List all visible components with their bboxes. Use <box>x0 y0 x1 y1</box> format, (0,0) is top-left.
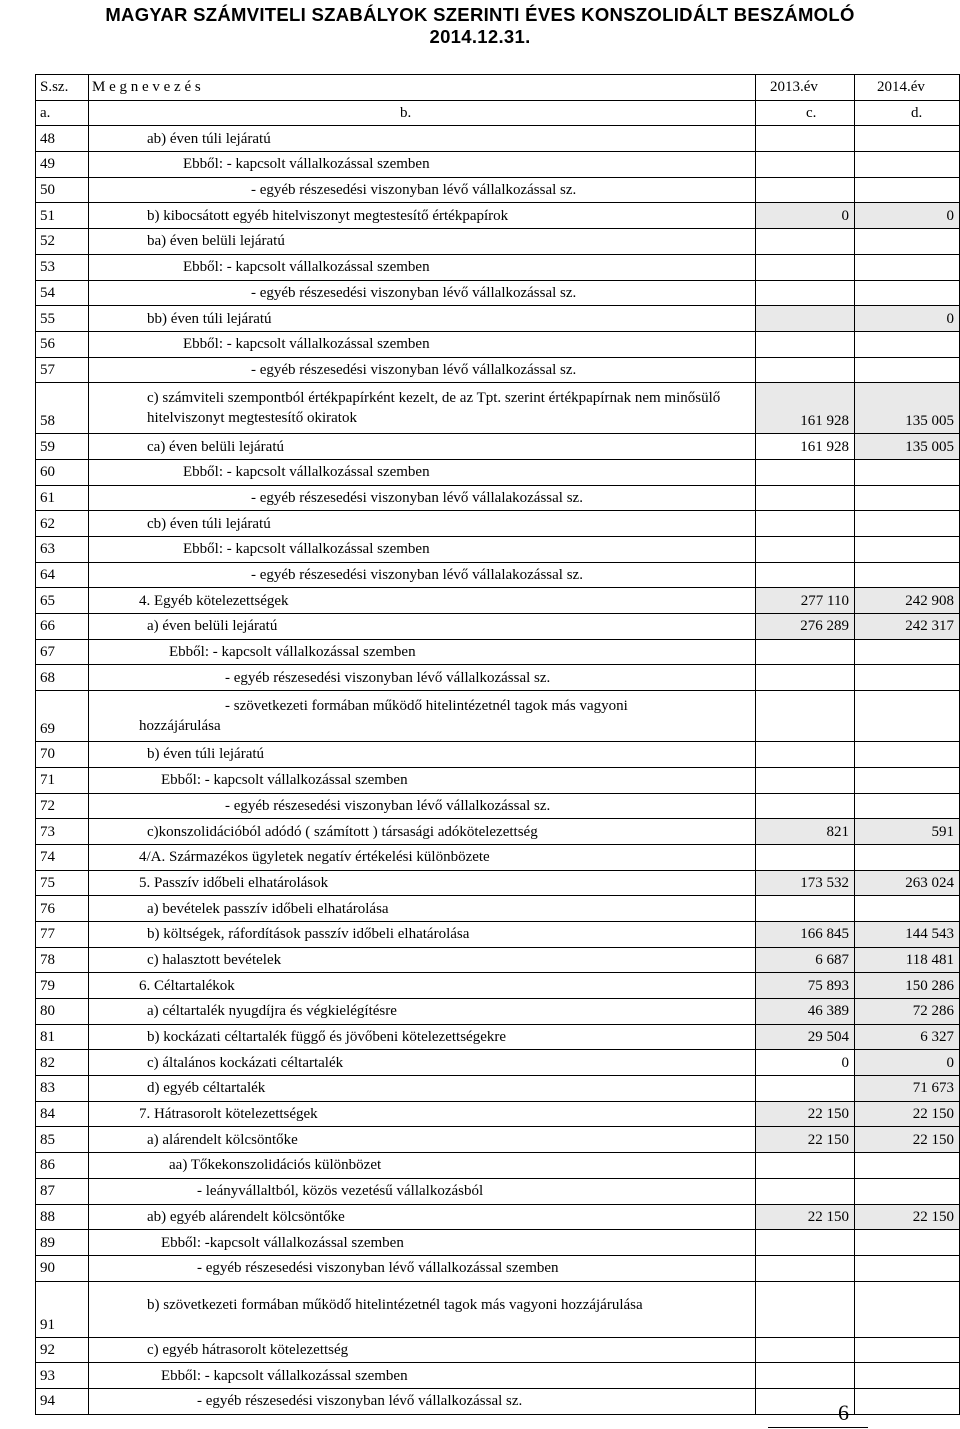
table-row <box>36 383 960 434</box>
table-row <box>36 1153 960 1179</box>
table-row <box>36 1050 960 1076</box>
table-row <box>36 1204 960 1230</box>
row-number: 88 <box>36 1204 89 1230</box>
value-2014: 144 543 <box>855 921 960 947</box>
table-row <box>36 254 960 280</box>
value-2013 <box>756 280 855 306</box>
row-description: - egyéb részesedési viszonyban lévő vállalakozással sz. <box>89 562 756 588</box>
row-number: 49 <box>36 152 89 178</box>
table-row <box>36 152 960 178</box>
value-2013: 46 389 <box>756 999 855 1025</box>
letter-row <box>36 100 960 126</box>
row-description: Ebből: - kapcsolt vállalkozással szemben <box>89 767 756 793</box>
row-number: 57 <box>36 357 89 383</box>
row-description: c) számviteli szempontból értékpapírként kezelt, de az Tpt. szerint értékpapírnak nem minősülő hitelviszonyt megtestesítő okiratok <box>89 383 756 434</box>
row-number: 64 <box>36 562 89 588</box>
value-2014: 22 150 <box>855 1127 960 1153</box>
value-2013 <box>756 562 855 588</box>
row-number: 59 <box>36 434 89 460</box>
row-description: 5. Passzív időbeli elhatárolások <box>89 870 756 896</box>
table-row <box>36 1076 960 1102</box>
row-description: b) szövetkezeti formában működő hitelintézetnél tagok más vagyoni hozzájárulása <box>89 1281 756 1337</box>
row-number: 56 <box>36 331 89 357</box>
table-row <box>36 203 960 229</box>
value-2013 <box>756 485 855 511</box>
table-row <box>36 126 960 152</box>
row-description-line1: - szövetkezeti formában működő hitelintézetnél tagok más vagyoni <box>225 698 628 715</box>
table-row <box>36 793 960 819</box>
value-2014 <box>855 331 960 357</box>
table-row <box>36 1101 960 1127</box>
value-2014: 0 <box>855 1050 960 1076</box>
row-description: Ebből: - kapcsolt vállalkozással szemben <box>89 639 756 665</box>
row-description: 4. Egyéb kötelezettségek <box>89 588 756 614</box>
value-2014: 135 005 <box>855 434 960 460</box>
value-2014: 242 908 <box>855 588 960 614</box>
value-2013: 166 845 <box>756 921 855 947</box>
table-row <box>36 434 960 460</box>
table-row <box>36 331 960 357</box>
value-2014 <box>855 485 960 511</box>
table-row <box>36 588 960 614</box>
table-row <box>36 562 960 588</box>
value-2013: 22 150 <box>756 1127 855 1153</box>
row-number: 66 <box>36 614 89 640</box>
value-2013 <box>756 742 855 768</box>
value-2013 <box>756 1363 855 1389</box>
value-2013 <box>756 793 855 819</box>
value-2013 <box>756 1337 855 1363</box>
row-number: 77 <box>36 921 89 947</box>
value-2014 <box>855 1178 960 1204</box>
value-2014: 22 150 <box>855 1204 960 1230</box>
value-2013 <box>756 639 855 665</box>
row-number: 72 <box>36 793 89 819</box>
row-number: 71 <box>36 767 89 793</box>
value-2014: 71 673 <box>855 1076 960 1102</box>
value-2013 <box>756 691 855 742</box>
value-2014: 72 286 <box>855 999 960 1025</box>
col-header-2014: 2014.év <box>855 75 960 101</box>
row-description: bb) éven túli lejáratú <box>89 306 756 332</box>
table-row <box>36 1230 960 1256</box>
value-2014 <box>855 1153 960 1179</box>
table-row <box>36 870 960 896</box>
col-header-2013: 2013.év <box>756 75 855 101</box>
row-description: - egyéb részesedési viszonyban lévő vállalkozással sz. <box>89 1388 756 1414</box>
row-description: b) kibocsátott egyéb hitelviszonyt megtestesítő értékpapírok <box>89 203 756 229</box>
value-2013: 161 928 <box>756 434 855 460</box>
value-2013 <box>756 357 855 383</box>
row-description: Ebből: - kapcsolt vállalkozással szemben <box>89 537 756 563</box>
table-row <box>36 665 960 691</box>
value-2013 <box>756 306 855 332</box>
value-2014: 118 481 <box>855 947 960 973</box>
table-row <box>36 459 960 485</box>
table-row <box>36 921 960 947</box>
value-2014 <box>855 896 960 922</box>
value-2014 <box>855 1363 960 1389</box>
row-description: c)konszolidációból adódó ( számított ) társasági adókötelezettség <box>89 819 756 845</box>
row-description: a) éven belüli lejáratú <box>89 614 756 640</box>
table-row <box>36 973 960 999</box>
value-2014: 22 150 <box>855 1101 960 1127</box>
value-2014 <box>855 767 960 793</box>
row-description: c) halasztott bevételek <box>89 947 756 973</box>
balance-sheet-table <box>35 74 960 1415</box>
table-row <box>36 1024 960 1050</box>
value-2014: 263 024 <box>855 870 960 896</box>
value-2014 <box>855 742 960 768</box>
value-2013 <box>756 459 855 485</box>
value-2013 <box>756 254 855 280</box>
table-row <box>36 896 960 922</box>
row-description: - egyéb részesedési viszonyban lévő vállalkozással sz. <box>89 793 756 819</box>
value-2014 <box>855 1230 960 1256</box>
table-row <box>36 1178 960 1204</box>
table-row <box>36 767 960 793</box>
value-2014: 150 286 <box>855 973 960 999</box>
value-2014 <box>855 126 960 152</box>
value-2013: 29 504 <box>756 1024 855 1050</box>
value-2014: 6 327 <box>855 1024 960 1050</box>
row-description: - egyéb részesedési viszonyban lévő vállalkozással sz. <box>89 665 756 691</box>
row-description: Ebből: - kapcsolt vállalkozással szemben <box>89 459 756 485</box>
value-2014 <box>855 459 960 485</box>
table-row <box>36 306 960 332</box>
row-description: - egyéb részesedési viszonyban lévő vállalkozással sz. <box>89 280 756 306</box>
table-row <box>36 177 960 203</box>
row-description: Ebből: - kapcsolt vállalkozással szemben <box>89 152 756 178</box>
value-2013 <box>756 665 855 691</box>
page-number: 6 <box>838 1400 849 1425</box>
row-number: 86 <box>36 1153 89 1179</box>
value-2013 <box>756 177 855 203</box>
row-number: 55 <box>36 306 89 332</box>
row-number: 90 <box>36 1255 89 1281</box>
row-number: 53 <box>36 254 89 280</box>
letter-a: a. <box>36 100 89 126</box>
table-row <box>36 1281 960 1337</box>
value-2013: 0 <box>756 1050 855 1076</box>
letter-c: c. <box>756 100 855 126</box>
value-2014 <box>855 639 960 665</box>
row-number: 50 <box>36 177 89 203</box>
value-2014 <box>855 177 960 203</box>
col-header-ssz: S.sz. <box>36 75 89 101</box>
table-row <box>36 614 960 640</box>
row-number: 89 <box>36 1230 89 1256</box>
table-row <box>36 357 960 383</box>
table-row <box>36 1388 960 1414</box>
value-2013: 277 110 <box>756 588 855 614</box>
value-2014 <box>855 511 960 537</box>
value-2013 <box>756 511 855 537</box>
row-number: 62 <box>36 511 89 537</box>
table-row <box>36 280 960 306</box>
row-description: ca) éven belüli lejáratú <box>89 434 756 460</box>
letter-b: b. <box>89 100 756 126</box>
report-title: MAGYAR SZÁMVITELI SZABÁLYOK SZERINTI ÉVES KONSZOLIDÁLT BESZÁMOLÓ <box>105 4 855 25</box>
row-description <box>89 691 756 742</box>
row-number: 70 <box>36 742 89 768</box>
value-2013 <box>756 896 855 922</box>
value-2013: 75 893 <box>756 973 855 999</box>
row-number: 84 <box>36 1101 89 1127</box>
table-row <box>36 742 960 768</box>
value-2013 <box>756 767 855 793</box>
value-2014 <box>855 152 960 178</box>
value-2014 <box>855 844 960 870</box>
value-2014: 0 <box>855 203 960 229</box>
table-row <box>36 511 960 537</box>
col-header-name: M e g n e v e z é s <box>89 75 756 101</box>
value-2013 <box>756 537 855 563</box>
value-2013: 22 150 <box>756 1101 855 1127</box>
value-2014: 591 <box>855 819 960 845</box>
value-2013 <box>756 1230 855 1256</box>
row-description: ab) egyéb alárendelt kölcsöntőke <box>89 1204 756 1230</box>
row-description: Ebből: - kapcsolt vállalkozással szemben <box>89 1363 756 1389</box>
table-row <box>36 691 960 742</box>
table-row <box>36 485 960 511</box>
value-2014 <box>855 562 960 588</box>
row-number: 83 <box>36 1076 89 1102</box>
row-description: ab) éven túli lejáratú <box>89 126 756 152</box>
value-2014: 0 <box>855 306 960 332</box>
value-2013 <box>756 1255 855 1281</box>
table-row <box>36 229 960 255</box>
row-description: 6. Céltartalékok <box>89 973 756 999</box>
row-number: 94 <box>36 1388 89 1414</box>
row-number: 78 <box>36 947 89 973</box>
row-number: 61 <box>36 485 89 511</box>
row-description: aa) Tőkekonszolidációs különbözet <box>89 1153 756 1179</box>
value-2013 <box>756 844 855 870</box>
value-2014 <box>855 254 960 280</box>
row-description: - egyéb részesedési viszonyban lévő vállalakozással sz. <box>89 485 756 511</box>
row-number: 63 <box>36 537 89 563</box>
value-2014: 135 005 <box>855 383 960 434</box>
row-number: 81 <box>36 1024 89 1050</box>
row-number: 79 <box>36 973 89 999</box>
table-row <box>36 639 960 665</box>
row-number: 93 <box>36 1363 89 1389</box>
row-description: - leányvállaltból, közös vezetésű vállalkozásból <box>89 1178 756 1204</box>
row-description: d) egyéb céltartalék <box>89 1076 756 1102</box>
row-description: b) kockázati céltartalék függő és jövőbeni kötelezettségekre <box>89 1024 756 1050</box>
value-2013 <box>756 152 855 178</box>
value-2014 <box>855 280 960 306</box>
row-number: 80 <box>36 999 89 1025</box>
row-number: 75 <box>36 870 89 896</box>
value-2014: 242 317 <box>855 614 960 640</box>
value-2013: 22 150 <box>756 1204 855 1230</box>
value-2014 <box>855 537 960 563</box>
row-number: 51 <box>36 203 89 229</box>
value-2014 <box>855 1337 960 1363</box>
row-number: 69 <box>36 691 89 742</box>
value-2013: 276 289 <box>756 614 855 640</box>
table-row <box>36 1337 960 1363</box>
value-2014 <box>855 1388 960 1414</box>
value-2013 <box>756 1153 855 1179</box>
row-number: 52 <box>36 229 89 255</box>
row-number: 85 <box>36 1127 89 1153</box>
table-row <box>36 844 960 870</box>
row-description: Ebből: - kapcsolt vállalkozással szemben <box>89 254 756 280</box>
report-date: 2014.12.31. <box>429 26 531 47</box>
table-row <box>36 999 960 1025</box>
row-description: cb) éven túli lejáratú <box>89 511 756 537</box>
row-description: c) egyéb hátrasorolt kötelezettség <box>89 1337 756 1363</box>
row-description: - egyéb részesedési viszonyban lévő vállalkozással sz. <box>89 177 756 203</box>
row-description: a) céltartalék nyugdíjra és végkielégítésre <box>89 999 756 1025</box>
table-row <box>36 537 960 563</box>
row-number: 82 <box>36 1050 89 1076</box>
row-number: 68 <box>36 665 89 691</box>
row-number: 60 <box>36 459 89 485</box>
value-2013 <box>756 1178 855 1204</box>
row-description-line2: hozzájárulása <box>139 718 221 735</box>
row-description: - egyéb részesedési viszonyban lévő vállalkozással szemben <box>89 1255 756 1281</box>
table-row <box>36 1255 960 1281</box>
row-description: b) éven túli lejáratú <box>89 742 756 768</box>
value-2013: 161 928 <box>756 383 855 434</box>
value-2014 <box>855 357 960 383</box>
value-2013 <box>756 126 855 152</box>
row-description: - egyéb részesedési viszonyban lévő vállalkozással sz. <box>89 357 756 383</box>
table-row <box>36 1127 960 1153</box>
header-row <box>36 75 960 101</box>
page-number-underline <box>768 1427 868 1428</box>
row-number: 48 <box>36 126 89 152</box>
value-2013: 0 <box>756 203 855 229</box>
row-number: 73 <box>36 819 89 845</box>
row-description: ba) éven belüli lejáratú <box>89 229 756 255</box>
row-description: Ebből: - kapcsolt vállalkozással szemben <box>89 331 756 357</box>
value-2014 <box>855 1281 960 1337</box>
row-number: 54 <box>36 280 89 306</box>
row-number: 92 <box>36 1337 89 1363</box>
value-2013: 173 532 <box>756 870 855 896</box>
row-number: 74 <box>36 844 89 870</box>
value-2014 <box>855 665 960 691</box>
row-description: c) általános kockázati céltartalék <box>89 1050 756 1076</box>
value-2013 <box>756 229 855 255</box>
value-2013 <box>756 331 855 357</box>
row-number: 87 <box>36 1178 89 1204</box>
row-number: 76 <box>36 896 89 922</box>
table-row <box>36 947 960 973</box>
row-number: 58 <box>36 383 89 434</box>
value-2013: 821 <box>756 819 855 845</box>
value-2013 <box>756 1076 855 1102</box>
value-2014 <box>855 229 960 255</box>
table-row <box>36 819 960 845</box>
letter-d: d. <box>855 100 960 126</box>
row-number: 91 <box>36 1281 89 1337</box>
row-description: 4/A. Származékos ügyletek negatív értékelési különbözete <box>89 844 756 870</box>
row-description: b) költségek, ráfordítások passzív időbeli elhatárolása <box>89 921 756 947</box>
row-description: Ebből: -kapcsolt vállalkozással szemben <box>89 1230 756 1256</box>
row-description: 7. Hátrasorolt kötelezettségek <box>89 1101 756 1127</box>
row-number: 65 <box>36 588 89 614</box>
value-2013: 6 687 <box>756 947 855 973</box>
table-row <box>36 1363 960 1389</box>
row-description: a) alárendelt kölcsöntőke <box>89 1127 756 1153</box>
row-number: 67 <box>36 639 89 665</box>
value-2014 <box>855 1255 960 1281</box>
value-2013 <box>756 1281 855 1337</box>
value-2014 <box>855 691 960 742</box>
value-2014 <box>855 793 960 819</box>
row-description: a) bevételek passzív időbeli elhatárolása <box>89 896 756 922</box>
